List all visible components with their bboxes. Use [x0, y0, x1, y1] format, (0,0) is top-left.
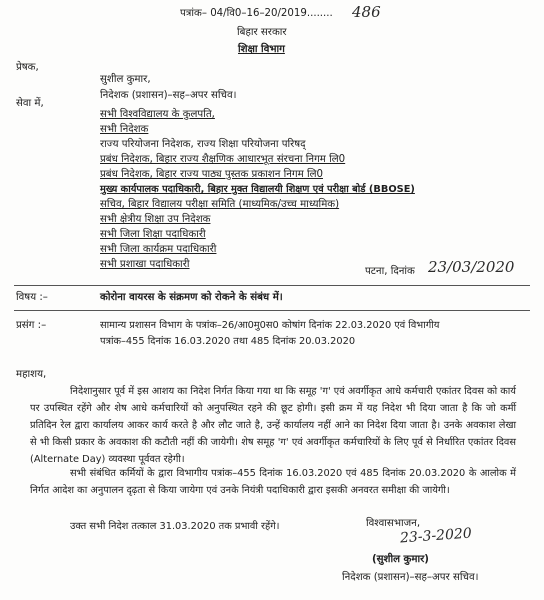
sender-designation: निदेशक (प्रशासन)–सह–अपर सचिव। [100, 90, 237, 101]
body-paragraph-3: उक्त सभी निदेश तत्काल 31.03.2020 तक प्रभावी रहेंगे। [70, 521, 280, 532]
reference-number: पत्रांक– 04/वि0–16–20/2019........ [180, 8, 333, 19]
sender-label: प्रेषक, [16, 62, 39, 73]
recipient-item: सभी प्रशाखा पदाधिकारी [100, 259, 190, 270]
recipient-item: प्रबंध निदेशक, बिहार राज्य पाठ्य पुस्तक प्रकाशन निगम लि0 [100, 169, 323, 180]
divider [14, 310, 530, 311]
reference-label: प्रसंग :– [16, 320, 47, 331]
closing: विश्वासभाजन, [366, 518, 421, 529]
subject-label: विषय :– [16, 292, 48, 303]
signatory-designation: निदेशक (प्रशासन)–सह–अपर सचिव। [342, 572, 479, 583]
signatory-name: (सुशील कुमार) [372, 554, 429, 565]
reference-line: सामान्य प्रशासन विभाग के पत्रांक–26/आ0मु0स0 कोषांग दिनांक 22.03.2020 एवं विभागीय [100, 320, 440, 331]
salutation: महाशय, [16, 369, 47, 380]
recipient-item: सभी निदेशक [100, 124, 149, 135]
sender-name: सुशील कुमार, [100, 74, 151, 85]
signature-handwritten: 23-3-2020 [399, 525, 473, 547]
recipient-item: मुख्य कार्यपालक पदाधिकारी, बिहार मुक्त विद्यालयी शिक्षण एवं परीक्षा बोर्ड (BBOSE) [100, 184, 415, 195]
department-name: शिक्षा विभाग [238, 44, 285, 55]
recipient-item: सभी क्षेत्रीय शिक्षा उप निदेशक [100, 214, 211, 225]
recipient-item: राज्य परियोजना निदेशक, राज्य शिक्षा परियोजना परिषद् [100, 139, 306, 150]
recipient-item: सभी विश्वविद्यालय के कुलपति, [100, 109, 215, 120]
recipient-item: सभी जिला शिक्षा पदाधिकारी [100, 229, 206, 240]
subject-text: कोरोना वायरस के संक्रमण को रोकने के संबंध में। [100, 292, 283, 303]
government-name: बिहार सरकार [237, 27, 287, 38]
reference-handwritten: 486 [352, 3, 381, 21]
body-paragraph-1: निदेशानुसार पूर्व में इस आशय का निदेश निर्गत किया गया था कि समूह 'ग' एवं अवर्गीकृत आधे कर्मचारी एकांतर दिवस को कार्य पर उपस्थित रहेंगे और शेष आधे कर्मचारियों को अनुपस्थित रहने की छूट होगी। इसी क्रम में यह निदेश भी दिया जाता है कि जो कर्मी प्रतिदिन रेल द्वारा कार्यालय आकर कार्य करते है और लौट जाते है, उन्हें कार्यालय नहीं आने का निदेश दिया जाता है। उनके अवकाश लेखा से भी किसी प्रकार के अवकाश की कटौती नहीं की जायेगी। शेष समूह 'ग' एवं अवर्गीकृत कर्मचारियों के लिए पूर्व से निर्धारित एकांतर दिवस (Alternate Day) व्यवस्था पूर्ववत रहेगी। [30, 386, 516, 465]
date-label: पटना, दिनांक [365, 266, 415, 277]
divider [14, 285, 530, 286]
recipient-item: प्रबंध निदेशक, बिहार राज्य शैक्षणिक आधारभूत संरचना निगम लि0 [100, 154, 346, 165]
recipient-item: सभी जिला कार्यक्रम पदाधिकारी [100, 244, 217, 255]
date-handwritten: 23/03/2020 [428, 258, 515, 276]
recipient-item: सचिव, बिहार विद्यालय परीक्षा समिति (माध्यमिक/उच्च माध्यमिक) [100, 199, 340, 210]
body-paragraph-2: सभी संबंधित कर्मियों के द्वारा विभागीय पत्रांक–455 दिनांक 16.03.2020 एवं 485 दिनांक 20.03.2020 के आलोक में निर्गत आदेश का अनुपालन दृढ़ता से किया जायेगा एवं उनके नियंत्री पदाधिकारी द्वारा इसकी अनवरत समीक्षा की जायेगी। [30, 468, 516, 496]
recipients-label: सेवा में, [16, 98, 44, 109]
reference-line: पत्रांक–455 दिनांक 16.03.2020 तथा 485 दिनांक 20.03.2020 [100, 336, 356, 347]
